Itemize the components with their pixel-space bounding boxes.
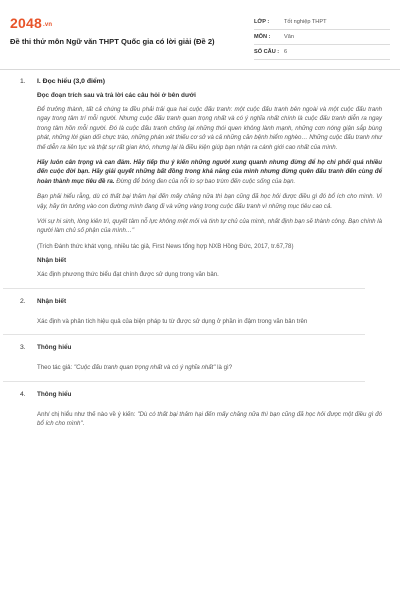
meta-value: Tốt nghiệp THPT [284, 19, 327, 25]
question-text: Xác định phương thức biểu đạt chính được sử dụng trong văn bản. [37, 271, 219, 279]
logo-text: 2048 [10, 15, 42, 31]
logo-tld: .vn [42, 22, 53, 28]
question-divider [3, 381, 365, 382]
meta-label: MÔN : [254, 34, 271, 40]
meta-label: SỐ CÂU : [254, 49, 280, 55]
question-number: 3. [20, 344, 26, 352]
meta-row-grade [254, 15, 390, 30]
question-number: 4. [20, 390, 26, 398]
question-text-part: Anh/ chị hiểu như thế nào về ý kiến: [37, 410, 138, 418]
question-text [37, 363, 382, 372]
question-level: Nhận biết [37, 257, 67, 265]
question-number: 2. [20, 297, 26, 305]
section-title: I. Đọc hiểu (3,0 điểm) [37, 78, 105, 85]
document-title: Đề thi thử môn Ngữ văn THPT Quốc gia có lời giải (Đề 2) [10, 37, 215, 46]
question-text-part: . [82, 419, 85, 427]
question-4 [20, 391, 382, 429]
passage-paragraph: Với sự hi sinh, lòng kiên trì, quyết tâm nỗ lực không mệt mỏi và tinh tự chủ của mình, nhất định bạn sẽ thành công. Bạn chính là người làm chủ số phận của mình…" [37, 218, 382, 235]
meta-row-subject [254, 30, 390, 45]
passage-paragraph: Bạn phải hiểu rằng, dù có thất bại thảm hại đến mấy chăng nữa thì bạn cũng đã học hỏi được điều gì đó bổ ích cho mình. Vì vậy, hãy tin tưởng vào con đường mình đang đi và vững vàng trong cuộc đấu tranh vì những mục tiêu cao cả. [37, 193, 382, 210]
site-logo[interactable] [10, 15, 52, 31]
question-level: Thông hiểu [37, 390, 72, 398]
meta-label: LỚP : [254, 19, 270, 25]
question-text [37, 410, 382, 429]
question-text-part: là gì? [215, 364, 233, 372]
question-number: 1. [20, 78, 26, 85]
header-divider [0, 69, 400, 70]
question-1 [20, 78, 382, 280]
question-level: Nhận biết [37, 297, 67, 305]
passage-bold-text: Hãy luôn cân trọng và can đảm. Hãy tiếp thu ý kiến những người xung quanh nhưng đừng để họ chi phối quá nhiều đến cuộc đời bạn. Hãy giải quyết những bất đồng trong khả năng của mình nhưng đừng quên đấu tranh đến cùng để hoàn thành mục tiêu đề ra. [37, 159, 382, 185]
passage-paragraph: Để trưởng thành, tất cả chúng ta đều phải trải qua hai cuộc đấu tranh: một cuộc đấu tranh bên ngoài và một cuộc đấu tranh ngay trong tâm trí mỗi người. Nhưng cuộc đấu tranh quan trọng nhất và có ý nghĩa nhất chính là cuộc đấu tranh diễn ra ngay trong tâm hồn mỗi người. Đó là cuộc đấu tranh chống lại những thói quen không lành mạnh, những cơn nóng giận sắp bùng phát, những lời gian dối chực trào, những phán xét thiếu cơ sở và cả những căn bệnh hiểm nghèo… Những cuộc đấu tranh như thế diễn ra liên tục và thật sự rất gian khó, nhưng lại là điều kiện giúp bạn nhận ra cánh giới cao nhất của mình. [37, 106, 382, 151]
question-3 [20, 344, 382, 372]
passage-source: (Trích Đánh thức khát vọng, nhiều tác giả, First News tổng hợp NXB Hồng Đức, 2017, tr.67,78) [37, 242, 294, 250]
passage-paragraph [37, 158, 382, 186]
meta-value: 6 [284, 49, 288, 55]
header [10, 10, 390, 66]
question-text: Xác định và phân tích hiệu quả của biện pháp tu từ được sử dụng ở phần in đậm trong văn bản trên [37, 317, 308, 325]
question-2 [20, 298, 382, 326]
question-text-part: Theo tác giả: [37, 364, 74, 372]
meta-value: Văn [284, 34, 294, 40]
question-level: Thông hiểu [37, 344, 72, 352]
passage-text: Đừng để bóng đen của nỗi lo sợ bao trùm đến cuộc sống của bạn. [114, 177, 296, 185]
meta-row-question-count [254, 45, 390, 60]
document-meta [254, 15, 390, 60]
question-divider [3, 334, 365, 335]
exam-content [20, 78, 382, 434]
question-quote: "Dù có thất bại thảm hại đến mấy chăng nữa thì bạn cũng đã học hỏi được một điều gì đó bổ ích cho mình" [37, 410, 383, 427]
question-divider [3, 288, 365, 289]
question-quote: "Cuộc đấu tranh quan trọng nhất và có ý nghĩa nhất" [73, 364, 216, 372]
reading-instruction: Đọc đoạn trích sau và trả lời các câu hỏi ở bên dưới [37, 92, 196, 99]
